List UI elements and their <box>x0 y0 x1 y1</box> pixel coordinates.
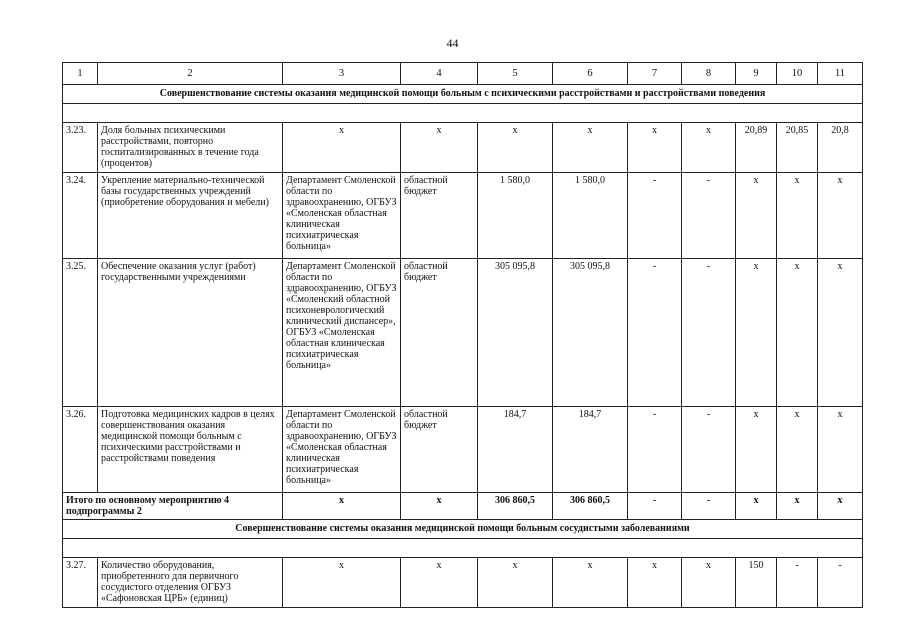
program-table <box>62 62 863 608</box>
column-header: 5 <box>478 63 553 85</box>
executor-cell: Департамент Смоленской области по здравоохранению, ОГБУЗ «Смоленская областная клиническая психиатрическая больница» <box>283 173 401 259</box>
value-cell: 184,7 <box>478 407 553 493</box>
row-name: Укрепление материально-технической базы государственных учреждений (приобретение оборудования и мебели) <box>98 173 283 259</box>
total-cell: - <box>682 493 736 520</box>
value-cell: 20,85 <box>777 123 818 173</box>
column-header: 10 <box>777 63 818 85</box>
value-cell: х <box>478 558 553 608</box>
total-label: Итого по основному мероприятию 4 подпрограммы 2 <box>63 493 283 520</box>
column-header: 9 <box>736 63 777 85</box>
total-cell: 306 860,5 <box>553 493 628 520</box>
row-number: 3.26. <box>63 407 98 493</box>
total-cell: - <box>628 493 682 520</box>
page-number: 44 <box>446 36 459 50</box>
column-header: 3 <box>283 63 401 85</box>
column-header: 7 <box>628 63 682 85</box>
value-cell: х <box>478 123 553 173</box>
source-cell: областной бюджет <box>401 407 478 493</box>
value-cell: - <box>818 558 863 608</box>
value-cell: х <box>736 259 777 407</box>
executor-cell: Департамент Смоленской области по здравоохранению, ОГБУЗ «Смоленский областной психоневрологический клинический диспансер», ОГБУЗ «Смоленская областная клиническая психиатрическая больница» <box>283 259 401 407</box>
value-cell: х <box>682 123 736 173</box>
value-cell: х <box>553 558 628 608</box>
section-title: Совершенствование системы оказания медицинской помощи больным сосудистыми заболеваниями <box>63 520 863 539</box>
total-cell: х <box>401 493 478 520</box>
table-row <box>63 173 863 259</box>
value-cell: х <box>628 558 682 608</box>
executor-cell: Департамент Смоленской области по здравоохранению, ОГБУЗ «Смоленская областная клиническая психиатрическая больница» <box>283 407 401 493</box>
spacer-row <box>63 104 863 123</box>
value-cell: х <box>736 407 777 493</box>
row-name: Обеспечение оказания услуг (работ) государственными учреждениями <box>98 259 283 407</box>
column-header: 2 <box>98 63 283 85</box>
value-cell: - <box>682 407 736 493</box>
value-cell: 305 095,8 <box>553 259 628 407</box>
section-title: Совершенствование системы оказания медицинской помощи больным с психическими расстройствами и расстройствами поведения <box>63 85 863 104</box>
value-cell: - <box>777 558 818 608</box>
value-cell: 20,89 <box>736 123 777 173</box>
row-name: Доля больных психическими расстройствами, повторно госпитализированных в течение года (процентов) <box>98 123 283 173</box>
executor-cell: х <box>283 123 401 173</box>
row-number: 3.24. <box>63 173 98 259</box>
row-number: 3.25. <box>63 259 98 407</box>
header-row <box>63 63 863 85</box>
table-row <box>63 407 863 493</box>
source-cell: областной бюджет <box>401 173 478 259</box>
source-cell: х <box>401 123 478 173</box>
table-row <box>63 259 863 407</box>
value-cell: х <box>628 123 682 173</box>
row-number: 3.23. <box>63 123 98 173</box>
source-cell: х <box>401 558 478 608</box>
column-header: 4 <box>401 63 478 85</box>
value-cell: х <box>818 173 863 259</box>
total-cell: х <box>818 493 863 520</box>
value-cell: - <box>628 173 682 259</box>
value-cell: х <box>777 259 818 407</box>
value-cell: 20,8 <box>818 123 863 173</box>
column-header: 11 <box>818 63 863 85</box>
value-cell: - <box>628 407 682 493</box>
value-cell: 1 580,0 <box>553 173 628 259</box>
value-cell: х <box>818 259 863 407</box>
value-cell: - <box>682 259 736 407</box>
total-cell: х <box>283 493 401 520</box>
column-header: 1 <box>63 63 98 85</box>
value-cell: х <box>736 173 777 259</box>
value-cell: х <box>777 173 818 259</box>
total-row <box>63 493 863 520</box>
total-cell: х <box>736 493 777 520</box>
value-cell: х <box>818 407 863 493</box>
value-cell: 150 <box>736 558 777 608</box>
row-number: 3.27. <box>63 558 98 608</box>
row-name: Подготовка медицинских кадров в целях совершенствования оказания медицинской помощи больным с психическими расстройствами и расстройствами поведения <box>98 407 283 493</box>
value-cell: х <box>682 558 736 608</box>
value-cell: - <box>628 259 682 407</box>
value-cell: 1 580,0 <box>478 173 553 259</box>
total-cell: х <box>777 493 818 520</box>
column-header: 8 <box>682 63 736 85</box>
column-header: 6 <box>553 63 628 85</box>
table-row <box>63 558 863 608</box>
value-cell: 184,7 <box>553 407 628 493</box>
table-row <box>63 123 863 173</box>
spacer-row <box>63 539 863 558</box>
section-title-row <box>63 520 863 539</box>
source-cell: областной бюджет <box>401 259 478 407</box>
value-cell: х <box>777 407 818 493</box>
section-title-row <box>63 85 863 104</box>
value-cell: 305 095,8 <box>478 259 553 407</box>
total-cell: 306 860,5 <box>478 493 553 520</box>
row-name: Количество оборудования, приобретенного для первичного сосудистого отделения ОГБУЗ «Сафоновская ЦРБ» (единиц) <box>98 558 283 608</box>
value-cell: х <box>553 123 628 173</box>
value-cell: - <box>682 173 736 259</box>
executor-cell: х <box>283 558 401 608</box>
